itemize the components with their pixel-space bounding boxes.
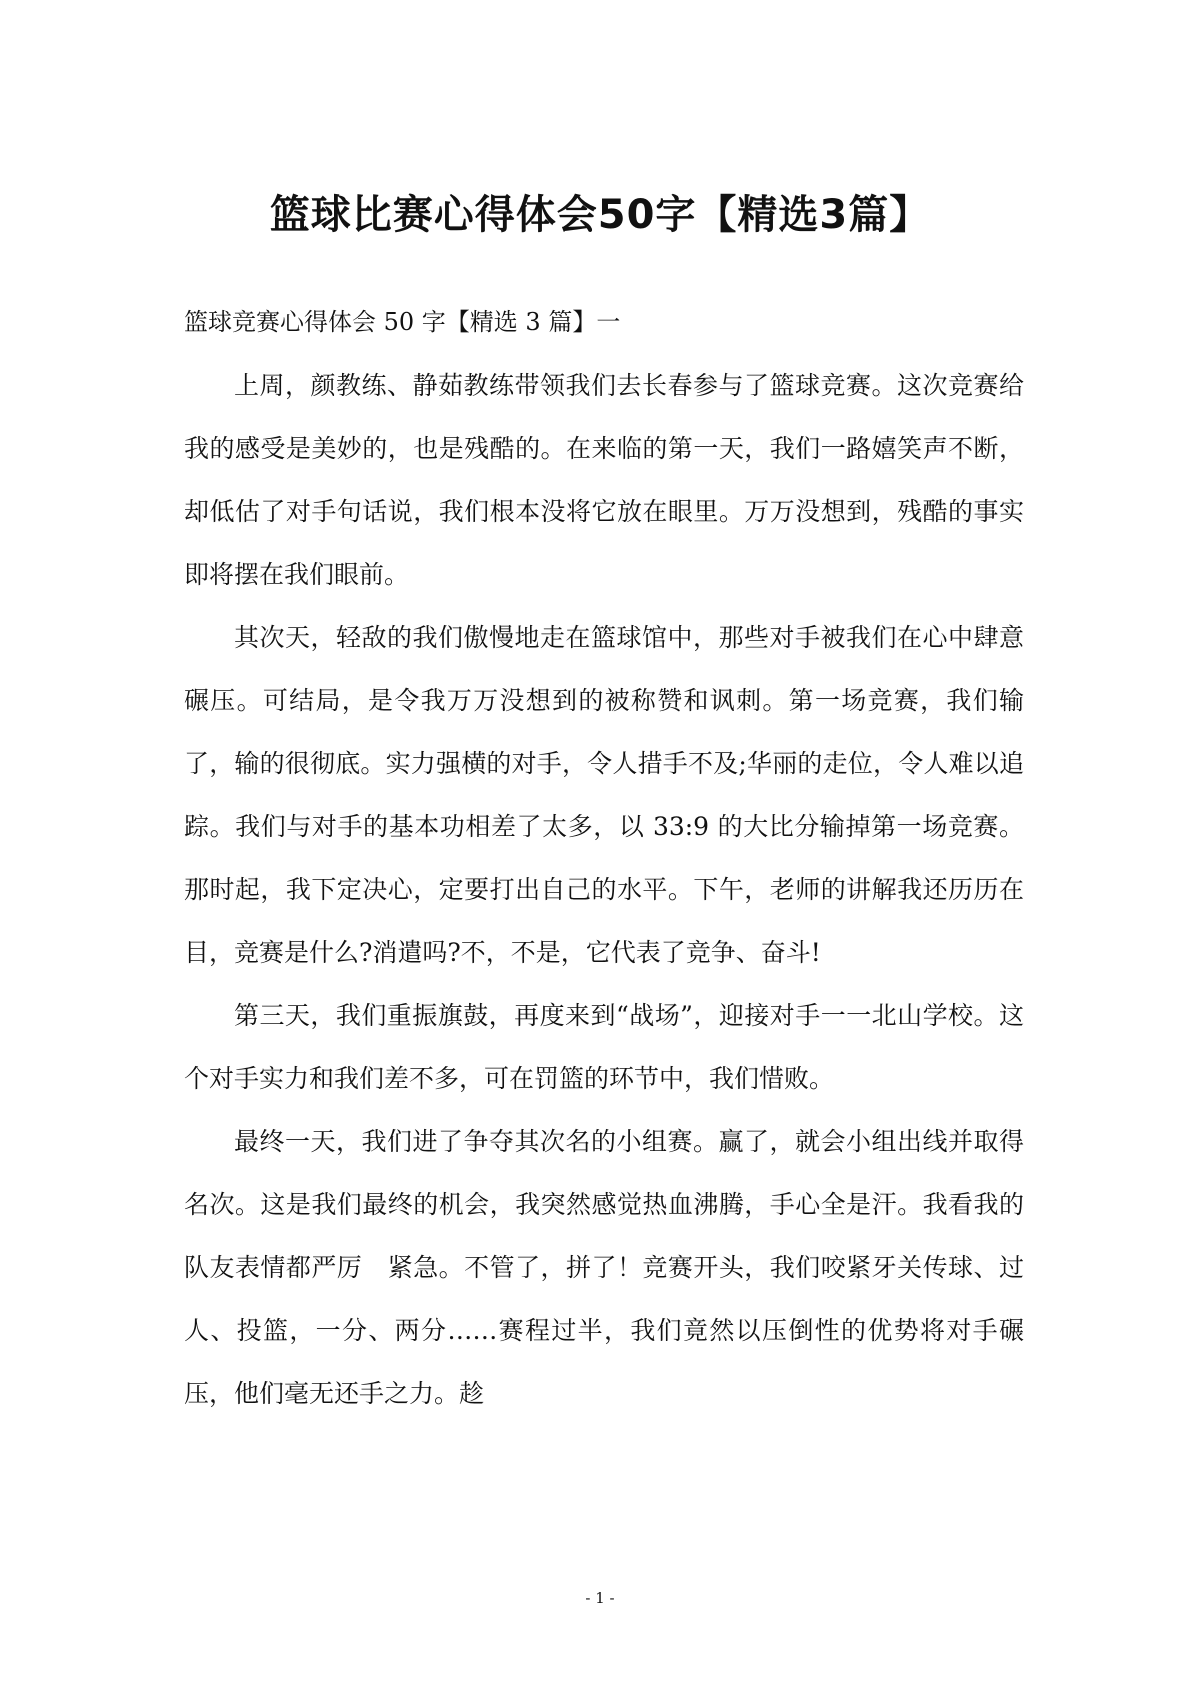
document-body: [184, 291, 1024, 1425]
paragraph-3: 第三天，我们重振旗鼓，再度来到“战场”，迎接对手一一北山学校。这个对手实力和我们差不多，可在罚篮的环节中，我们惜败。: [184, 1001, 1024, 1093]
paragraph-2: 其次天，轻敌的我们傲慢地走在篮球馆中，那些对手被我们在心中肆意碾压。可结局，是令我万万没想到的被称赞和讽刺。第一场竞赛，我们输了，输的很彻底。实力强横的对手，令人措手不及;华丽的走位，令人难以追踪。我们与对手的基本功相差了太多，以 33:9 的大比分输掉第一场竞赛。那时起，我下定决心，定要打出自己的水平。下午，老师的讲解我还历历在目，竞赛是什么?消遣吗?不，不是，它代表了竞争、奋斗!: [184, 623, 1024, 967]
section-subtitle: 篮球竞赛心得体会 50 字【精选 3 篇】一: [184, 308, 621, 336]
document-title: 篮球比赛心得体会50字【精选3篇】: [269, 192, 931, 238]
paragraph-4: 最终一天，我们进了争夺其次名的小组赛。赢了，就会小组出线并取得名次。这是我们最终的机会，我突然感觉热血沸腾，手心全是汗。我看我的队友表情都严厉 紧急。不管了，拼了！竞赛开头，我们咬紧牙关传球、过人、投篮，一分、两分……赛程过半，我们竟然以压倒性的优势将对手碾压，他们毫无还手之力。趁: [184, 1127, 1024, 1408]
page-number: - 1 -: [585, 1589, 615, 1607]
paragraph-1: 上周，颜教练、静茹教练带领我们去长春参与了篮球竞赛。这次竞赛给我的感受是美妙的，也是残酷的。在来临的第一天，我们一路嬉笑声不断，却低估了对手句话说，我们根本没将它放在眼里。万万没想到，残酷的事实即将摆在我们眼前。: [184, 371, 1024, 589]
